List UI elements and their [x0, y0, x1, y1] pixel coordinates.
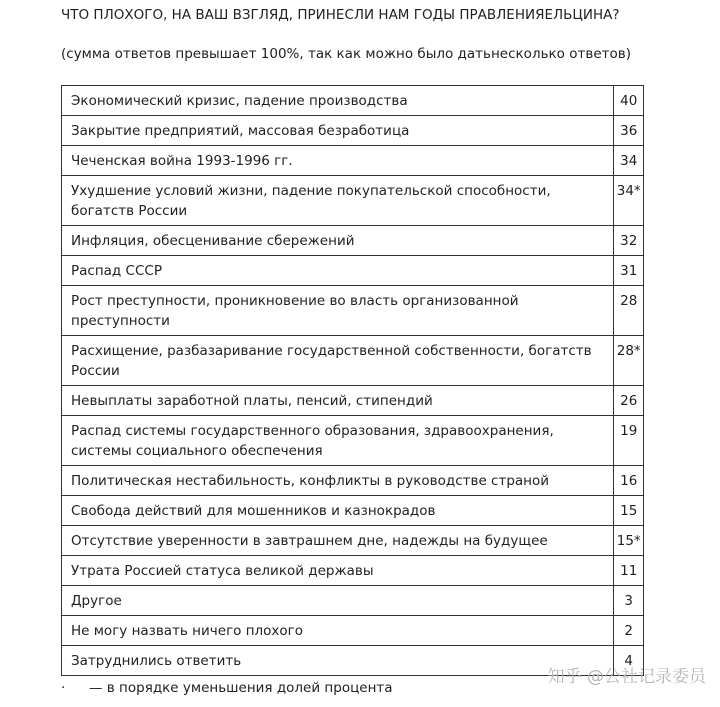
- row-value: 26: [614, 386, 644, 416]
- row-value: 11: [614, 556, 644, 586]
- page-title: ЧТО ПЛОХОГО, НА ВАШ ВЗГЛЯД, ПРИНЕСЛИ НАМ ГОДЫ ПРАВЛЕНИЯЕЛЬЦИНА?: [61, 7, 620, 23]
- row-value: 28: [614, 286, 644, 336]
- row-label: Отсутствие уверенности в завтрашнем дне, надежды на будущее: [62, 526, 614, 556]
- watermark: 知乎 @公社记录委员: [547, 667, 706, 687]
- row-label: Закрытие предприятий, массовая безработица: [62, 116, 614, 146]
- footnote: [61, 679, 393, 697]
- row-label: Ухудшение условий жизни, падение покупательской способности, богатств России: [62, 176, 614, 226]
- row-label: Свобода действий для мошенников и казнокрадов: [62, 496, 614, 526]
- table-row: [62, 416, 644, 466]
- table-row: [62, 86, 644, 116]
- table-row: [62, 466, 644, 496]
- row-value: 34: [614, 146, 644, 176]
- table-row: [62, 256, 644, 286]
- row-value: 36: [614, 116, 644, 146]
- row-label: Распад системы государственного образования, здравоохранения, системы социального обеспечения: [62, 416, 614, 466]
- footnote-text: — в порядке уменьшения долей процента: [89, 680, 393, 696]
- table-row: [62, 226, 644, 256]
- row-label: Распад СССР: [62, 256, 614, 286]
- table-row: [62, 616, 644, 646]
- table-row: [62, 336, 644, 386]
- row-label: Невыплаты заработной платы, пенсий, стипендий: [62, 386, 614, 416]
- table-row: [62, 116, 644, 146]
- row-label: Политическая нестабильность, конфликты в руководстве страной: [62, 466, 614, 496]
- row-value: 16: [614, 466, 644, 496]
- results-table: [61, 85, 644, 676]
- row-value: 34*: [614, 176, 644, 226]
- row-value: 40: [614, 86, 644, 116]
- row-value: 15: [614, 496, 644, 526]
- table-row: [62, 496, 644, 526]
- table-row: [62, 176, 644, 226]
- row-value: 2: [614, 616, 644, 646]
- row-label: Экономический кризис, падение производства: [62, 86, 614, 116]
- survey-note: (сумма ответов превышает 100%, так как можно было датьнесколько ответов): [61, 46, 631, 62]
- row-value: 15*: [614, 526, 644, 556]
- row-label: Расхищение, разбазаривание государственной собственности, богатств России: [62, 336, 614, 386]
- table-row: [62, 556, 644, 586]
- table-row: [62, 286, 644, 336]
- row-label: Другое: [62, 586, 614, 616]
- row-value: 28*: [614, 336, 644, 386]
- footnote-bullet: ·: [61, 680, 66, 696]
- row-value: 19: [614, 416, 644, 466]
- table-row: [62, 586, 644, 616]
- row-value: 4: [614, 646, 644, 676]
- row-value: 32: [614, 226, 644, 256]
- row-label: Инфляция, обесценивание сбережений: [62, 226, 614, 256]
- table-row: [62, 526, 644, 556]
- row-label: Чеченская война 1993-1996 гг.: [62, 146, 614, 176]
- row-label: Рост преступности, проникновение во власть организованной преступности: [62, 286, 614, 336]
- row-label: Утрата Россией статуса великой державы: [62, 556, 614, 586]
- table-row: [62, 146, 644, 176]
- row-value: 3: [614, 586, 644, 616]
- row-label: Не могу назвать ничего плохого: [62, 616, 614, 646]
- results-table-body: [62, 86, 644, 676]
- row-value: 31: [614, 256, 644, 286]
- table-row: [62, 386, 644, 416]
- row-label: Затруднились ответить: [62, 646, 614, 676]
